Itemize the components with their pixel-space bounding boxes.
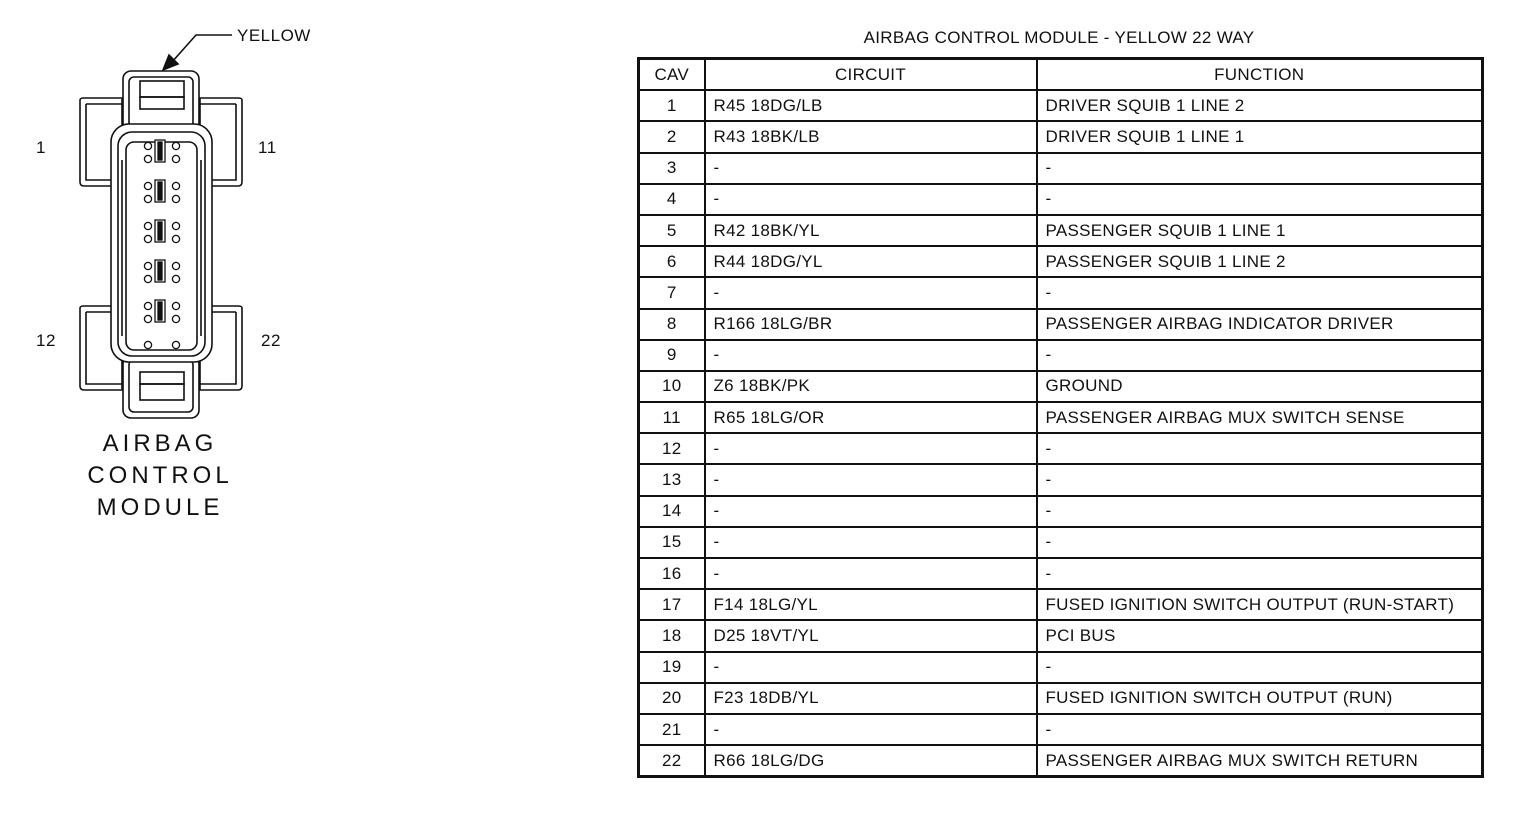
function-cell: -: [1037, 340, 1483, 371]
circuit-cell: -: [705, 433, 1037, 464]
function-cell: PASSENGER SQUIB 1 LINE 1: [1037, 215, 1483, 246]
circuit-cell: -: [705, 714, 1037, 745]
function-cell: FUSED IGNITION SWITCH OUTPUT (RUN): [1037, 683, 1483, 714]
function-cell: PCI BUS: [1037, 620, 1483, 651]
circuit-cell: -: [705, 527, 1037, 558]
cav-cell: 10: [639, 371, 705, 402]
table-row: [639, 340, 1483, 371]
function-cell: -: [1037, 714, 1483, 745]
top-latch-outer: [123, 71, 199, 131]
circuit-cell: R65 18LG/OR: [705, 402, 1037, 433]
cav-cell: 6: [639, 246, 705, 277]
cav-cell: 2: [639, 121, 705, 152]
function-cell: -: [1037, 496, 1483, 527]
connector-diagram: [0, 0, 330, 540]
leader-line: [172, 35, 232, 62]
circuit-cell: -: [705, 558, 1037, 589]
circuit-cell: -: [705, 464, 1037, 495]
cav-cell: 1: [639, 90, 705, 121]
cav-cell: 5: [639, 215, 705, 246]
circuit-cell: R45 18DG/LB: [705, 90, 1037, 121]
function-cell: GROUND: [1037, 371, 1483, 402]
cav-cell: 14: [639, 496, 705, 527]
header-function: FUNCTION: [1037, 59, 1483, 91]
table-row: [639, 620, 1483, 651]
table-row: [639, 309, 1483, 340]
cav-cell: 22: [639, 745, 705, 777]
table-body: [639, 90, 1483, 777]
cav-cell: 13: [639, 464, 705, 495]
module-name-line: AIRBAG: [102, 430, 218, 457]
function-cell: DRIVER SQUIB 1 LINE 2: [1037, 90, 1483, 121]
pinout-table: [637, 57, 1484, 778]
table-row: [639, 90, 1483, 121]
cav-cell: 16: [639, 558, 705, 589]
function-cell: PASSENGER SQUIB 1 LINE 2: [1037, 246, 1483, 277]
cav-cell: 20: [639, 683, 705, 714]
cav-cell: 4: [639, 184, 705, 215]
cav-cell: 11: [639, 402, 705, 433]
circuit-cell: R42 18BK/YL: [705, 215, 1037, 246]
function-cell: -: [1037, 433, 1483, 464]
table-row: [639, 652, 1483, 683]
table-row: [639, 464, 1483, 495]
table-row: [639, 153, 1483, 184]
table-row: [639, 184, 1483, 215]
table-row: [639, 215, 1483, 246]
circuit-cell: F23 18DB/YL: [705, 683, 1037, 714]
function-cell: PASSENGER AIRBAG MUX SWITCH RETURN: [1037, 745, 1483, 777]
pin-label-12: 12: [36, 331, 56, 350]
connector-color-label: YELLOW: [237, 26, 311, 45]
module-name-line: MODULE: [96, 494, 224, 521]
module-name-line: CONTROL: [87, 462, 233, 489]
circuit-cell: -: [705, 652, 1037, 683]
function-cell: PASSENGER AIRBAG INDICATOR DRIVER: [1037, 309, 1483, 340]
cav-cell: 9: [639, 340, 705, 371]
table-row: [639, 496, 1483, 527]
header-circuit: CIRCUIT: [705, 59, 1037, 91]
cav-cell: 15: [639, 527, 705, 558]
cav-cell: 17: [639, 589, 705, 620]
function-cell: -: [1037, 464, 1483, 495]
table-row: [639, 371, 1483, 402]
function-cell: FUSED IGNITION SWITCH OUTPUT (RUN-START): [1037, 589, 1483, 620]
table-row: [639, 683, 1483, 714]
table-row: [639, 589, 1483, 620]
pin-label-11: 11: [258, 138, 277, 157]
circuit-cell: R44 18DG/YL: [705, 246, 1037, 277]
circuit-cell: -: [705, 496, 1037, 527]
table-row: [639, 558, 1483, 589]
circuit-cell: -: [705, 184, 1037, 215]
function-cell: -: [1037, 184, 1483, 215]
circuit-cell: F14 18LG/YL: [705, 589, 1037, 620]
table-row: [639, 714, 1483, 745]
table-row: [639, 402, 1483, 433]
circuit-cell: R166 18LG/BR: [705, 309, 1037, 340]
function-cell: -: [1037, 153, 1483, 184]
function-cell: PASSENGER AIRBAG MUX SWITCH SENSE: [1037, 402, 1483, 433]
cav-cell: 3: [639, 153, 705, 184]
circuit-cell: -: [705, 340, 1037, 371]
cav-cell: 12: [639, 433, 705, 464]
table-title: AIRBAG CONTROL MODULE - YELLOW 22 WAY: [863, 28, 1255, 47]
table-header-row: [639, 59, 1483, 91]
function-cell: -: [1037, 277, 1483, 308]
cav-cell: 7: [639, 277, 705, 308]
table-row: [639, 527, 1483, 558]
table-row: [639, 277, 1483, 308]
circuit-cell: R66 18LG/DG: [705, 745, 1037, 777]
table-row: [639, 745, 1483, 777]
bottom-latch-outer: [123, 356, 199, 418]
pin-label-1: 1: [36, 138, 46, 157]
cav-cell: 21: [639, 714, 705, 745]
function-cell: -: [1037, 652, 1483, 683]
function-cell: DRIVER SQUIB 1 LINE 1: [1037, 121, 1483, 152]
circuit-cell: D25 18VT/YL: [705, 620, 1037, 651]
circuit-cell: R43 18BK/LB: [705, 121, 1037, 152]
header-cav: CAV: [639, 59, 705, 91]
module-name: [60, 428, 260, 524]
cav-cell: 18: [639, 620, 705, 651]
circuit-cell: -: [705, 153, 1037, 184]
table-row: [639, 433, 1483, 464]
function-cell: -: [1037, 527, 1483, 558]
cav-cell: 19: [639, 652, 705, 683]
table-row: [639, 121, 1483, 152]
function-cell: -: [1037, 558, 1483, 589]
cav-cell: 8: [639, 309, 705, 340]
circuit-cell: Z6 18BK/PK: [705, 371, 1037, 402]
table-row: [639, 246, 1483, 277]
circuit-cell: -: [705, 277, 1037, 308]
pin-label-22: 22: [261, 331, 281, 350]
